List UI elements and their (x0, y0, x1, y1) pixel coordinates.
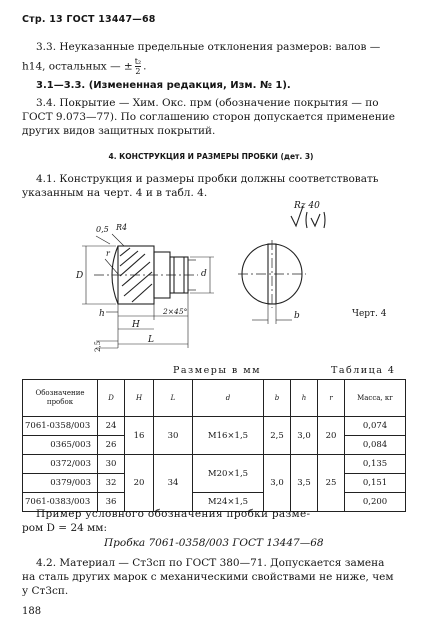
group2-L: 34 (154, 455, 193, 512)
section-title: 4. КОНСТРУКЦИЯ И РАЗМЕРЫ ПРОБКИ (дет. 3) (108, 152, 314, 161)
label-d: d (201, 269, 207, 279)
paragraph-3-3-text: h14, остальных — ± (22, 60, 133, 73)
row-code: 7061-0358/003 (23, 417, 98, 436)
row-D: 24 (98, 417, 125, 436)
group1-r: 20 (318, 417, 345, 455)
header-H: H (125, 380, 154, 417)
group1-b: 2,5 (264, 417, 291, 455)
page-number: 188 (22, 606, 42, 617)
page-header: Стр. 13 ГОСТ 13447—68 (22, 14, 156, 25)
group2-d2: M24×1,5 (193, 493, 264, 512)
label-L: L (148, 335, 154, 345)
fraction-denominator: 2 (135, 67, 141, 76)
label-h: h (99, 309, 105, 319)
paragraph-3-4-line3: других видов защитных покрытий. (22, 125, 216, 137)
label-r4: R4 (116, 223, 128, 232)
row-code: 7061-0383/003 (23, 493, 98, 512)
row-D: 26 (98, 436, 125, 455)
label-r: r (106, 249, 110, 258)
row-code: 0379/003 (23, 474, 98, 493)
paragraph-4-1-line1: 4.1. Конструкция и размеры пробки должны соответствовать (36, 173, 379, 185)
header-designation: Обозначение пробок (23, 380, 98, 417)
dimensions-table (22, 379, 406, 512)
paragraph-3-4-line2: ГОСТ 9.073—77). По соглашению сторон допускается применение (22, 111, 395, 123)
table-row (23, 417, 406, 436)
example-line2: ром D = 24 мм: (22, 522, 108, 534)
paragraph-3-3-line2 (22, 57, 146, 76)
group1-H: 16 (125, 417, 154, 455)
example-designation: Пробка 7061-0358/003 ГОСТ 13447—68 (104, 537, 324, 549)
paragraph-3-4-line1: 3.4. Покрытие — Хим. Окс. прм (обозначение покрытия — по (36, 97, 379, 109)
header-D: D (98, 380, 125, 417)
header-d: d (193, 380, 264, 417)
header-mass: Масса, кг (345, 380, 406, 417)
amendment-note: 3.1—3.3. (Измененная редакция, Изм. № 1). (36, 80, 291, 91)
paragraph-4-2-line3: у Ст3сп. (22, 585, 69, 597)
group1-L: 30 (154, 417, 193, 455)
label-b: b (294, 311, 300, 321)
example-line1: Пример условного обозначения пробки разме- (36, 508, 311, 520)
group2-H: 20 (125, 455, 154, 512)
fraction-numerator: t₂ (134, 57, 142, 66)
units-caption: Размеры в мм (173, 365, 262, 376)
group2-b: 3,0 (264, 455, 291, 512)
label-2-5: 2,5 (94, 340, 102, 352)
table-caption: Таблица 4 (331, 365, 396, 376)
group2-r: 25 (318, 455, 345, 512)
row-mass: 0,200 (345, 493, 406, 512)
group1-d: M16×1,5 (193, 417, 264, 455)
row-D: 30 (98, 455, 125, 474)
row-code: 0365/003 (23, 436, 98, 455)
paragraph-4-1-line2: указанным на черт. 4 и в табл. 4. (22, 187, 208, 199)
row-mass: 0,074 (345, 417, 406, 436)
row-D: 36 (98, 493, 125, 512)
group2-h: 3,5 (291, 455, 318, 512)
table-header-row (23, 380, 406, 417)
header-h: h (291, 380, 318, 417)
label-D: D (76, 271, 84, 281)
row-D: 32 (98, 474, 125, 493)
paragraph-4-2-line2: на сталь других марок с механическими свойствами не ниже, чем (22, 571, 394, 583)
paragraph-3-3-line1: 3.3. Неуказанные предельные отклонения размеров: валов — (36, 41, 381, 53)
paragraph-4-2-line1: 4.2. Материал — Ст3сп по ГОСТ 380—71. Допускается замена (36, 557, 385, 569)
drawing-caption: Черт. 4 (352, 309, 387, 319)
header-b: b (264, 380, 291, 417)
technical-drawing (0, 196, 422, 376)
row-mass: 0,151 (345, 474, 406, 493)
header-r: r (318, 380, 345, 417)
label-H: H (132, 320, 140, 330)
group2-d1: M20×1,5 (193, 455, 264, 493)
group1-h: 3,0 (291, 417, 318, 455)
row-mass: 0,135 (345, 455, 406, 474)
roughness-label: Rz 40 (294, 201, 320, 211)
row-mass: 0,084 (345, 436, 406, 455)
table-row (23, 455, 406, 474)
label-0-5: 0,5 (96, 225, 109, 234)
header-L: L (154, 380, 193, 417)
paragraph-3-3-end: . (143, 60, 147, 73)
row-code: 0372/003 (23, 455, 98, 474)
label-chamfer: 2×45° (163, 307, 188, 316)
